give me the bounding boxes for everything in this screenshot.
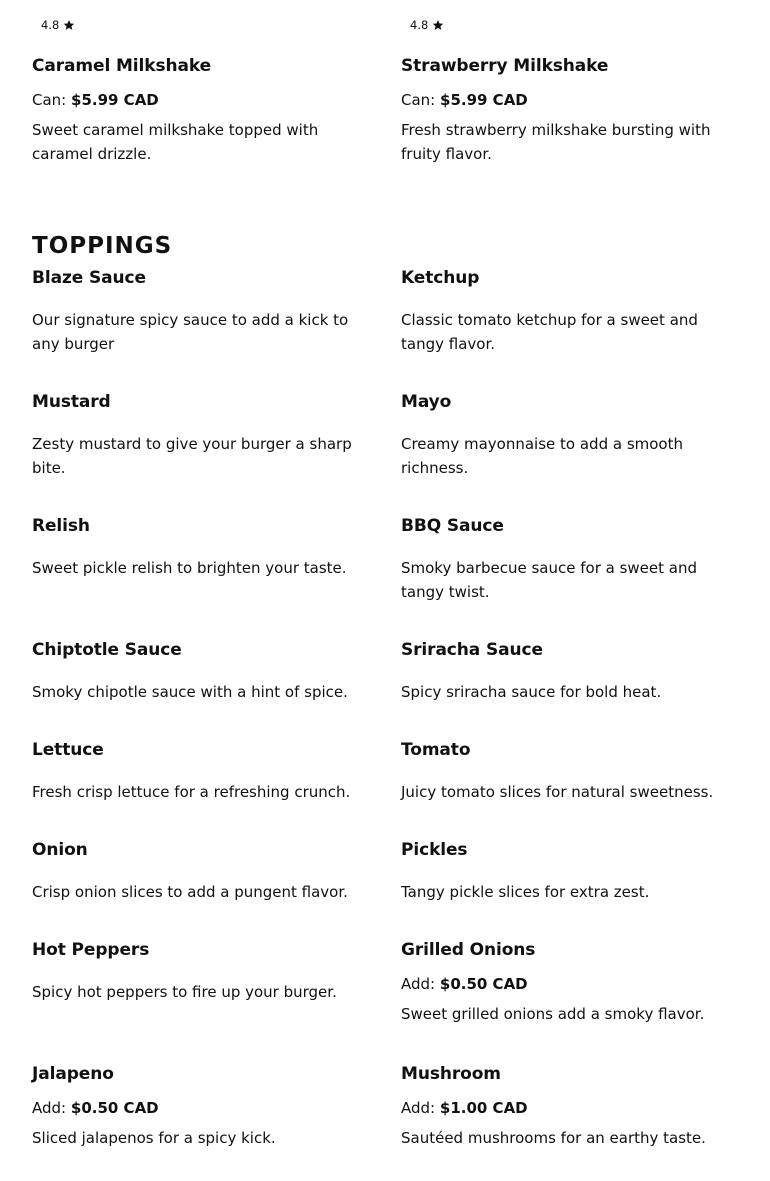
item-description: Sweet caramel milkshake topped with caramel drizzle.: [32, 121, 319, 163]
topping-bbq-sauce[interactable]: [401, 515, 741, 604]
topping-mayo[interactable]: [401, 391, 741, 480]
item-description: Spicy hot peppers to fire up your burger.: [32, 983, 337, 1001]
topping-tomato[interactable]: [401, 739, 741, 804]
item-name: Mayo: [401, 392, 452, 412]
rating-badge: [410, 18, 444, 32]
star-icon: [63, 19, 75, 31]
item-description: Sliced jalapenos for a spicy kick.: [32, 1129, 276, 1147]
item-description: Our signature spicy sauce to add a kick to any burger: [32, 311, 349, 353]
item-description: Fresh crisp lettuce for a refreshing crunch.: [32, 783, 351, 801]
menu-item-strawberry-milkshake[interactable]: [401, 55, 746, 166]
topping-lettuce[interactable]: [32, 739, 372, 804]
topping-sriracha-sauce[interactable]: [401, 639, 741, 704]
topping-jalapeno[interactable]: [32, 1063, 372, 1150]
item-name: Grilled Onions: [401, 940, 536, 960]
item-name: Mustard: [32, 392, 111, 412]
item-name: Pickles: [401, 840, 468, 860]
item-description: Sweet pickle relish to brighten your taste.: [32, 559, 347, 577]
item-description: Zesty mustard to give your burger a sharp bite.: [32, 435, 352, 477]
item-name: Chiptotle Sauce: [32, 640, 182, 660]
section-title-toppings: TOPPINGS: [32, 233, 173, 259]
topping-mustard[interactable]: [32, 391, 372, 480]
topping-mushroom[interactable]: [401, 1063, 741, 1150]
item-price: Add: $0.50 CAD: [401, 975, 528, 993]
item-name: Onion: [32, 840, 88, 860]
item-description: Smoky chipotle sauce with a hint of spice.: [32, 683, 348, 701]
menu-item-caramel-milkshake[interactable]: [32, 55, 377, 166]
topping-hot-peppers[interactable]: [32, 939, 372, 1004]
item-name: Jalapeno: [32, 1064, 114, 1084]
item-description: Smoky barbecue sauce for a sweet and tangy twist.: [401, 559, 698, 601]
item-description: Crisp onion slices to add a pungent flavor.: [32, 883, 348, 901]
item-price: Add: $0.50 CAD: [32, 1099, 159, 1117]
item-price: Can: $5.99 CAD: [401, 91, 528, 109]
item-name: Tomato: [401, 740, 471, 760]
item-price: Add: $1.00 CAD: [401, 1099, 528, 1117]
item-name: Hot Peppers: [32, 940, 150, 960]
item-name: BBQ Sauce: [401, 516, 504, 536]
item-name: Relish: [32, 516, 90, 536]
topping-pickles[interactable]: [401, 839, 741, 904]
item-description: Tangy pickle slices for extra zest.: [401, 883, 650, 901]
item-description: Creamy mayonnaise to add a smooth richness.: [401, 435, 683, 477]
rating-value: 4.8: [410, 18, 429, 32]
topping-chipotle-sauce[interactable]: [32, 639, 372, 704]
topping-relish[interactable]: [32, 515, 372, 580]
item-name: Mushroom: [401, 1064, 501, 1084]
item-name: Blaze Sauce: [32, 268, 146, 288]
item-description: Classic tomato ketchup for a sweet and tangy flavor.: [401, 311, 698, 353]
item-description: Fresh strawberry milkshake bursting with fruity flavor.: [401, 121, 711, 163]
topping-grilled-onions[interactable]: [401, 939, 741, 1026]
rating-badge: [41, 18, 75, 32]
item-description: Juicy tomato slices for natural sweetness.: [401, 783, 714, 801]
item-name: Lettuce: [32, 740, 104, 760]
item-name: Caramel Milkshake: [32, 56, 212, 76]
item-description: Spicy sriracha sauce for bold heat.: [401, 683, 662, 701]
rating-value: 4.8: [41, 18, 60, 32]
star-icon: [432, 19, 444, 31]
topping-onion[interactable]: [32, 839, 372, 904]
item-description: Sweet grilled onions add a smoky flavor.: [401, 1005, 705, 1023]
item-name: Sriracha Sauce: [401, 640, 543, 660]
item-price: Can: $5.99 CAD: [32, 91, 159, 109]
topping-ketchup[interactable]: [401, 267, 741, 356]
item-description: Sautéed mushrooms for an earthy taste.: [401, 1129, 706, 1147]
item-name: Ketchup: [401, 268, 480, 288]
item-name: Strawberry Milkshake: [401, 56, 609, 76]
topping-blaze-sauce[interactable]: [32, 267, 372, 356]
